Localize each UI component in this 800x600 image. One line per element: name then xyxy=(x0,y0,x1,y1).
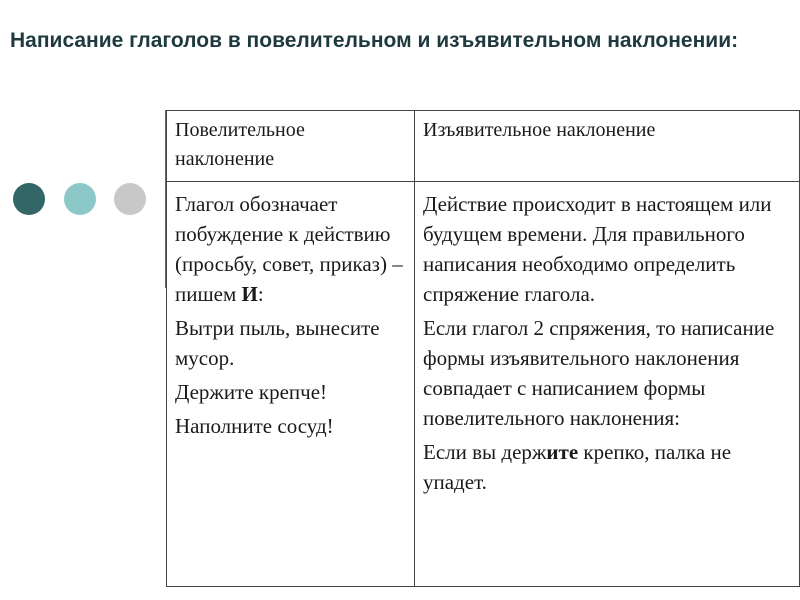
dark-teal-dot xyxy=(13,183,45,215)
indicative-rule: Действие происходит в настоящем или будущем времени. Для правильного написания необходимо определить спряжение глагола. xyxy=(423,192,772,306)
imperative-example-2: Держите крепче! xyxy=(175,380,328,404)
light-teal-dot xyxy=(64,183,96,215)
imperative-rule-text: Глагол обозначает побуждение к действию (просьбу, совет, приказ) – пишем xyxy=(175,192,403,306)
slide-title: Написание глаголов в повелительном и изъявительном наклонении: xyxy=(10,29,739,52)
gray-dot xyxy=(114,183,146,215)
indicative-example-start: Если вы держ xyxy=(423,440,547,464)
comparison-table xyxy=(166,110,800,587)
imperative-rule-letter: И xyxy=(241,282,258,306)
header-indicative: Изъявительное наклонение xyxy=(415,111,800,182)
indicative-example-ending: ите xyxy=(546,440,579,464)
imperative-example-3: Наполните сосуд! xyxy=(175,414,334,438)
imperative-cell xyxy=(167,182,415,587)
indicative-cell xyxy=(415,182,800,587)
header-imperative: Повелительное наклонение xyxy=(167,111,415,182)
indicative-note: Если глагол 2 спряжения, то написание формы изъявительного наклонения совпадает с написанием формы повелительного наклонения: xyxy=(423,316,775,430)
imperative-example-1: Вытри пыль, вынесите мусор. xyxy=(175,316,380,370)
table-header-row xyxy=(167,111,800,182)
indicative-example xyxy=(423,437,791,497)
table-row xyxy=(167,182,800,587)
indicative-example-end: крепко, палка не упадет. xyxy=(423,440,732,494)
imperative-rule xyxy=(175,189,406,309)
imperative-rule-colon: : xyxy=(257,282,264,306)
